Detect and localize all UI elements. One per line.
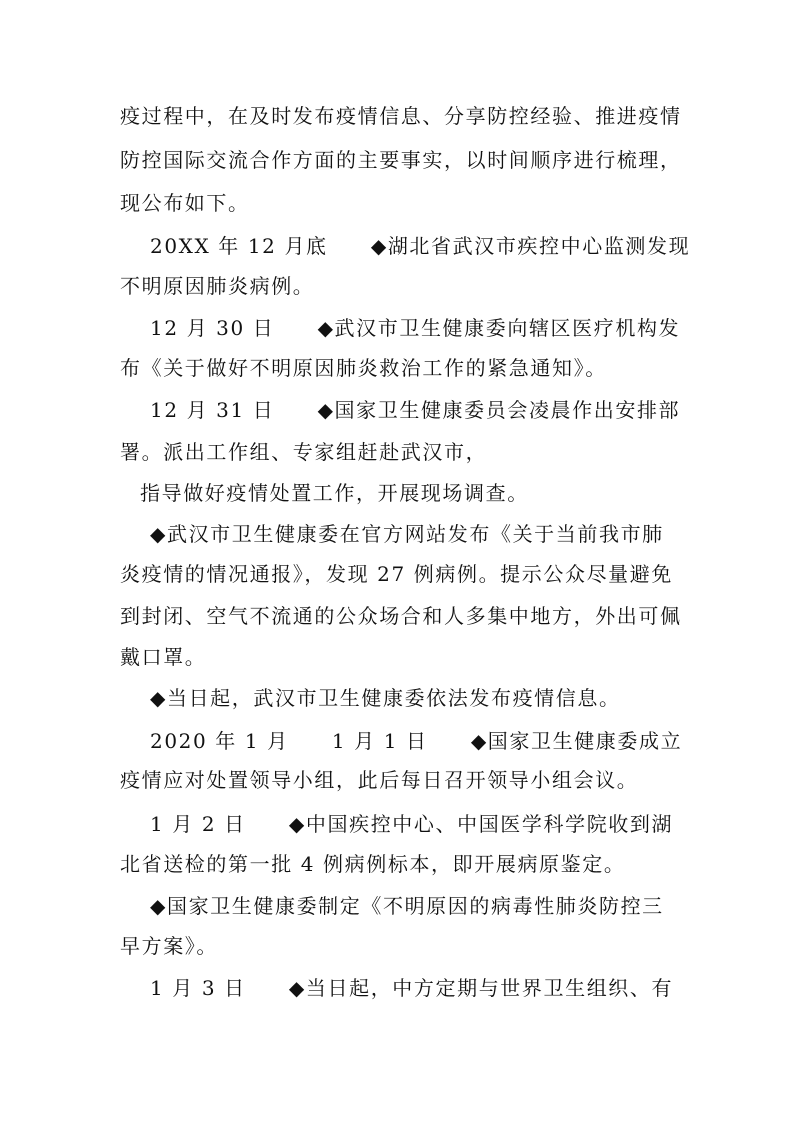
text-line-17: 疫情应对处置领导小组，此后每日召开领导小组会议。	[120, 768, 639, 792]
text-line-8: 12 月 31 日 ◆国家卫生健康委员会凌晨作出安排部	[150, 398, 681, 422]
text-line-13: 到封闭、空气不流通的公众场合和人多集中地方，外出可佩	[120, 604, 682, 628]
text-line-21: 早方案》。	[120, 934, 218, 958]
text-line-10: 指导做好疫情处置工作，开展现场调查。	[140, 481, 529, 505]
text-line-9: 署。派出工作组、专家组赶赴武汉市，	[120, 440, 488, 464]
text-line-2: 防控国际交流合作方面的主要事实，以时间顺序进行梳理，	[120, 148, 682, 172]
text-line-16: 2020 年 1 月 1 月 1 日 ◆国家卫生健康委成立	[150, 729, 683, 753]
text-line-1: 疫过程中，在及时发布疫情信息、分享防控经验、推进疫情	[120, 104, 682, 128]
text-line-7: 布《关于做好不明原因肺炎救治工作的紧急通知》。	[120, 356, 607, 380]
text-line-20: ◆国家卫生健康委制定《不明原因的病毒性肺炎防控三	[150, 894, 664, 918]
text-line-18: 1 月 2 日 ◆中国疾控中心、中国医学科学院收到湖	[150, 812, 674, 836]
text-line-12: 炎疫情的情况通报》，发现 27 例病例。提示公众尽量避免	[120, 562, 673, 586]
text-line-19: 北省送检的第一批 4 例病例标本，即开展病原鉴定。	[120, 852, 626, 876]
text-line-15: ◆当日起，武汉市卫生健康委依法发布疫情信息。	[150, 686, 621, 710]
text-line-4: 20XX 年 12 月底 ◆湖北省武汉市疾控中心监测发现	[150, 234, 691, 258]
text-line-3: 现公布如下。	[120, 191, 250, 215]
text-line-14: 戴口罩。	[120, 645, 207, 669]
text-line-11: ◆武汉市卫生健康委在官方网站发布《关于当前我市肺	[150, 522, 664, 546]
text-line-22: 1 月 3 日 ◆当日起，中方定期与世界卫生组织、有	[150, 976, 674, 1000]
text-line-5: 不明原因肺炎病例。	[120, 274, 315, 298]
text-line-6: 12 月 30 日 ◆武汉市卫生健康委向辖区医疗机构发	[150, 316, 681, 340]
